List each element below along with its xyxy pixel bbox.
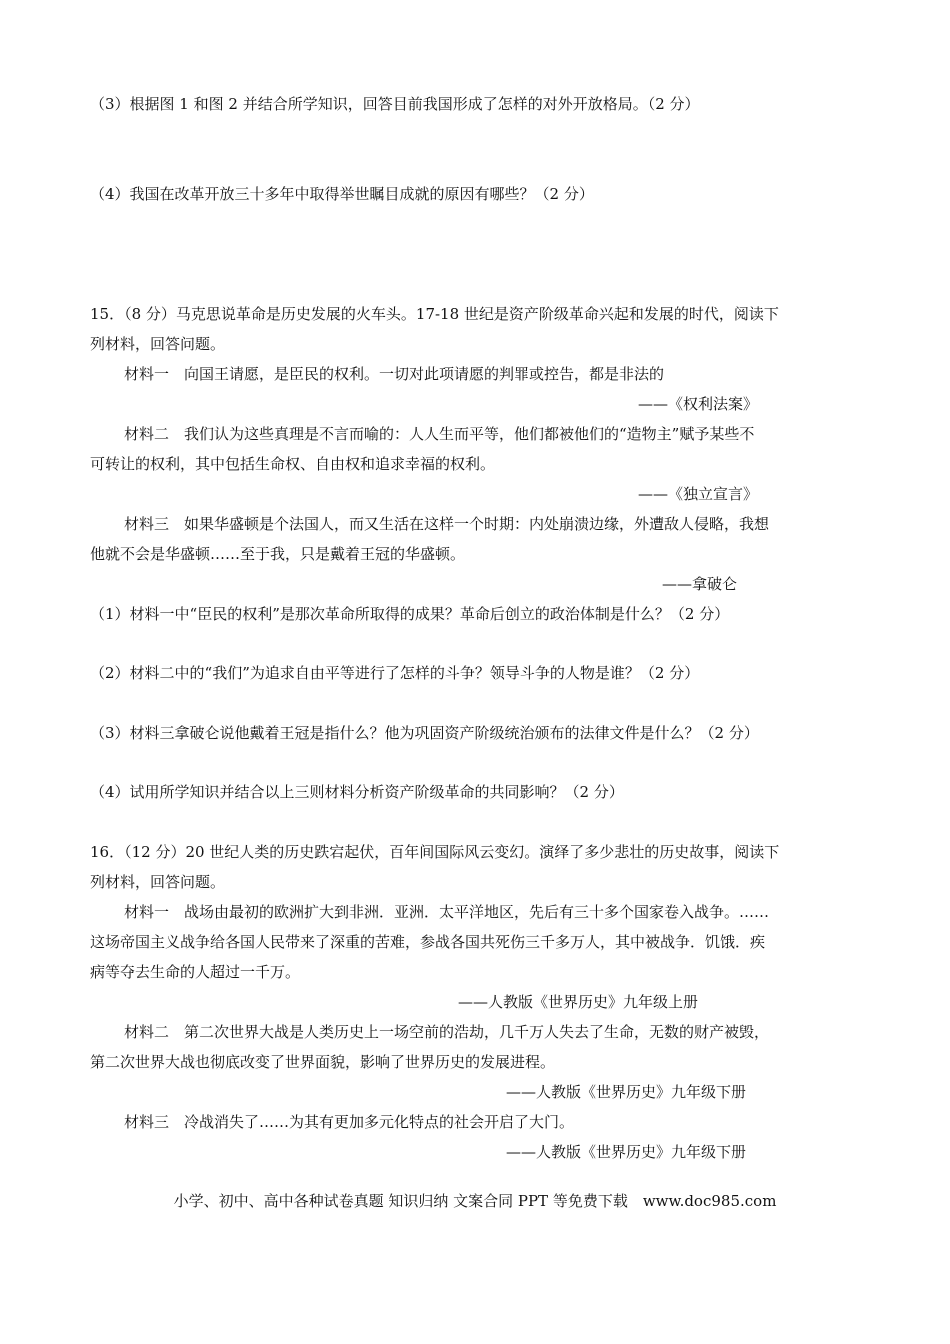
- q16-material2-source: ——人教版《世界历史》九年级下册: [506, 1083, 747, 1101]
- q16-intro-line1: 16．（12 分）20 世纪人类的历史跌宕起伏，百年间国际风云变幻。演绎了多少悲壮的历史故事，阅读下: [90, 843, 780, 861]
- q16-material1-line1: 材料一 战场由最初的欧洲扩大到非洲．亚洲．太平洋地区，先后有三十多个国家卷入战争。……: [124, 903, 770, 921]
- q16-material1-source: ——人教版《世界历史》九年级上册: [458, 993, 699, 1011]
- q15-part2: （2）材料二中的“我们”为追求自由平等进行了怎样的斗争？领导斗争的人物是谁？（2 分）: [90, 664, 700, 682]
- q15-material1: 材料一 向国王请愿，是臣民的权利。一切对此项请愿的判罪或控告，都是非法的: [124, 365, 665, 383]
- q16-material1-line2: 这场帝国主义战争给各国人民带来了深重的苦难，参战各国共死伤三千多万人，其中被战争．饥饿．疾: [90, 933, 766, 951]
- page-footer: 小学、初中、高中各种试卷真题 知识归纳 文案合同 PPT 等免费下载 www.doc985.com: [173, 1192, 777, 1210]
- q15-part4: （4）试用所学知识并结合以上三则材料分析资产阶级革命的共同影响？（2 分）: [90, 783, 624, 801]
- q16-material3-line1: 材料三 冷战消失了……为其有更加多元化特点的社会开启了大门。: [124, 1113, 575, 1131]
- q16-material2-line2: 第二次世界大战也彻底改变了世界面貌，影响了世界历史的发展进程。: [90, 1053, 556, 1071]
- q15-part3: （3）材料三拿破仑说他戴着王冠是指什么？他为巩固资产阶级统治颁布的法律文件是什么？（2 分）: [90, 724, 759, 742]
- q14-part3: （3）根据图 1 和图 2 并结合所学知识，回答目前我国形成了怎样的对外开放格局。（2 分）: [90, 95, 700, 113]
- q15-intro-line1: 15．（8 分）马克思说革命是历史发展的火车头。17-18 世纪是资产阶级革命兴起和发展的时代，阅读下: [90, 305, 779, 323]
- q16-material3-source: ——人教版《世界历史》九年级下册: [506, 1143, 747, 1161]
- q15-material3-source: ——拿破仑: [662, 575, 738, 593]
- q14-part4: （4）我国在改革开放三十多年中取得举世瞩目成就的原因有哪些？（2 分）: [90, 185, 594, 203]
- q15-material2-source: ——《独立宣言》: [638, 485, 759, 503]
- q15-material1-source: ——《权利法案》: [638, 395, 759, 413]
- q15-material2-line1: 材料二 我们认为这些真理是不言而喻的：人人生而平等，他们都被他们的“造物主”赋予某些不: [124, 425, 755, 443]
- q16-material2-line1: 材料二 第二次世界大战是人类历史上一场空前的浩劫，几千万人失去了生命，无数的财产被毁，: [124, 1023, 770, 1041]
- q15-material3-line2: 他就不会是华盛顿……至于我，只是戴着王冠的华盛顿。: [90, 545, 466, 563]
- q16-material1-line3: 病等夺去生命的人超过一千万。: [90, 963, 301, 981]
- q15-material2-line2: 可转让的权利，其中包括生命权、自由权和追求幸福的权利。: [90, 455, 496, 473]
- q16-intro-line2: 列材料，回答问题。: [90, 873, 226, 891]
- q15-intro-line2: 列材料，回答问题。: [90, 335, 226, 353]
- q15-material3-line1: 材料三 如果华盛顿是个法国人，而又生活在这样一个时期：内处崩溃边缘，外遭敌人侵略，我想: [124, 515, 770, 533]
- q15-part1: （1）材料一中“臣民的权利”是那次革命所取得的成果？革命后创立的政治体制是什么？（2 分）: [90, 605, 730, 623]
